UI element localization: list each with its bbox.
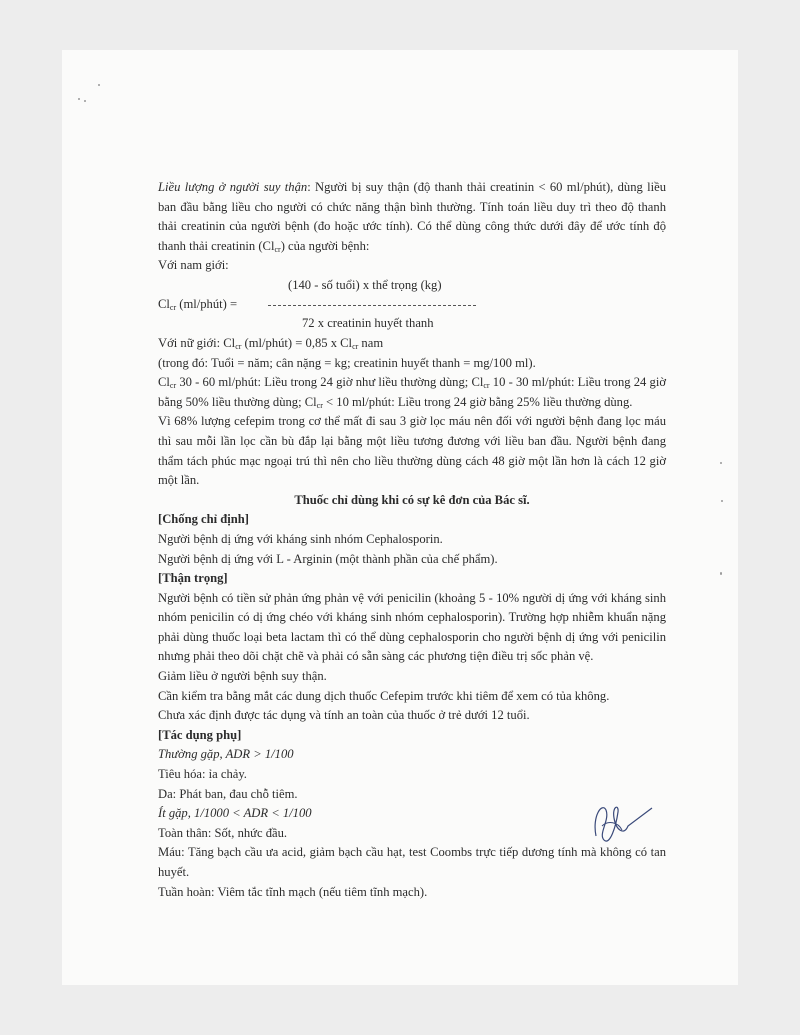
side-effect-item: Tiêu hóa: ỉa chảy. (158, 767, 247, 782)
contraindication-item: Người bệnh dị ứng với L - Arginin (một thành phần của chế phẩm). (158, 551, 498, 566)
formula-lhs: $Cl_{cr}$ (ml/phút) = (158, 296, 238, 312)
male-label: Với nam giới: (158, 258, 229, 273)
scan-speck (721, 500, 723, 502)
scan-speck (720, 462, 722, 464)
formula-denominator: 72 x creatinin huyết thanh (302, 315, 434, 330)
prescription-notice: Thuốc chỉ dùng khi có sự kê đơn của Bác sĩ. (294, 492, 530, 507)
dose-adjustment: $Cl_{cr}$ 30 - 60 ml/phút: Liều trong 24 giờ như liều thường dùng; $Cl_{cr}$ 10 - 30 ml/phút: Liều trong 24 giờ bằng 50% liều thường dùng; $Cl_{cr} < 10$ ml/phút: Liều trong 24 giờ bằng 25% liều thường dùng. (158, 375, 667, 410)
side-effects-heading: [Tác dụng phụ] (158, 727, 242, 742)
scan-speck (720, 572, 722, 575)
common-frequency: Thường gặp, ADR > 1/100 (158, 747, 294, 762)
contraindication-item: Người bệnh dị ứng với kháng sinh nhóm Cephalosporin. (158, 531, 443, 546)
side-effect-item: Tuần hoàn: Viêm tắc tĩnh mạch (nếu tiêm tĩnh mạch). (158, 884, 428, 899)
precaution-item: Giảm liều ở người bệnh suy thận. (158, 669, 327, 684)
formula-numerator: (140 - số tuổi) x thể trọng (kg) (288, 277, 442, 292)
document-body (158, 178, 666, 902)
precautions-heading: [Thận trọng] (158, 571, 228, 586)
creatinine-clearance-formula (158, 276, 666, 334)
dialysis-paragraph: Vì 68% lượng cefepim trong cơ thể mất đi sau 3 giờ lọc máu nên đối với người bệnh đang lọc máu thì sau mỗi lần lọc cần bù đắp lại bằng một liều tương đương với liều ban đầu. Người bệnh đang thẩm tách phúc mạc ngoại trú thì nên cho liều thường dùng cách 48 giờ một lần hơn là cách 12 giờ một lần. (158, 414, 666, 488)
female-formula: Với nữ giới: $Cl_{cr}$ (ml/phút) = 0,85 x $Cl_{cr}$ nam (158, 335, 384, 351)
renal-dosing-paragraph: Liều lượng ở người suy thận: Người bị suy thận (độ thanh thải creatinin < 60 ml/phút), dùng liều ban đầu bằng liều cho người có chức năng thận bình thường. Tính toán liều duy trì theo độ thanh thải creatinin của người bệnh (đo hoặc ước tính). Có thể dùng công thức dưới đây để ước tính độ thanh thải creatinin $(Cl_{cr})$ của người bệnh: (158, 180, 666, 254)
formula-fraction-bar (268, 305, 476, 306)
precaution-item: Người bệnh có tiền sử phản ứng phản vệ với penicilin (khoảng 5 - 10% người dị ứng với kháng sinh nhóm penicilin có dị ứng chéo với kháng sinh nhóm cephalosporin). Trường hợp nhiễm khuẩn nặng phải dùng thuốc loại beta lactam thì có thể dùng cephalosporin cho người bệnh dị ứng với penicilin nhưng phải theo dõi chặt chẽ và phải có sẵn sàng các phương tiện điều trị sốc phản vệ. (158, 590, 666, 664)
precaution-item: Chưa xác định được tác dụng và tính an toàn của thuốc ở trẻ dưới 12 tuổi. (158, 708, 530, 723)
scan-speck (78, 98, 80, 100)
scan-speck (98, 84, 100, 86)
side-effect-item: Da: Phát ban, đau chỗ tiêm. (158, 786, 298, 801)
handwritten-signature (588, 796, 654, 852)
side-effect-item: Máu: Tăng bạch cầu ưa acid, giảm bạch cầu hạt, test Coombs trực tiếp dương tính mà không có tan huyết. (158, 845, 666, 879)
contraindications-heading: [Chống chỉ định] (158, 512, 249, 527)
units-note: (trong đó: Tuổi = năm; cân nặng = kg; creatinin huyết thanh = mg/100 ml). (158, 355, 536, 370)
scan-speck (84, 100, 86, 102)
uncommon-frequency: Ít gặp, 1/1000 < ADR < 1/100 (158, 806, 312, 821)
precaution-item: Cần kiểm tra bằng mắt các dung dịch thuốc Cefepim trước khi tiêm để xem có tủa không. (158, 688, 610, 703)
side-effect-item: Toàn thân: Sốt, nhức đầu. (158, 825, 288, 840)
